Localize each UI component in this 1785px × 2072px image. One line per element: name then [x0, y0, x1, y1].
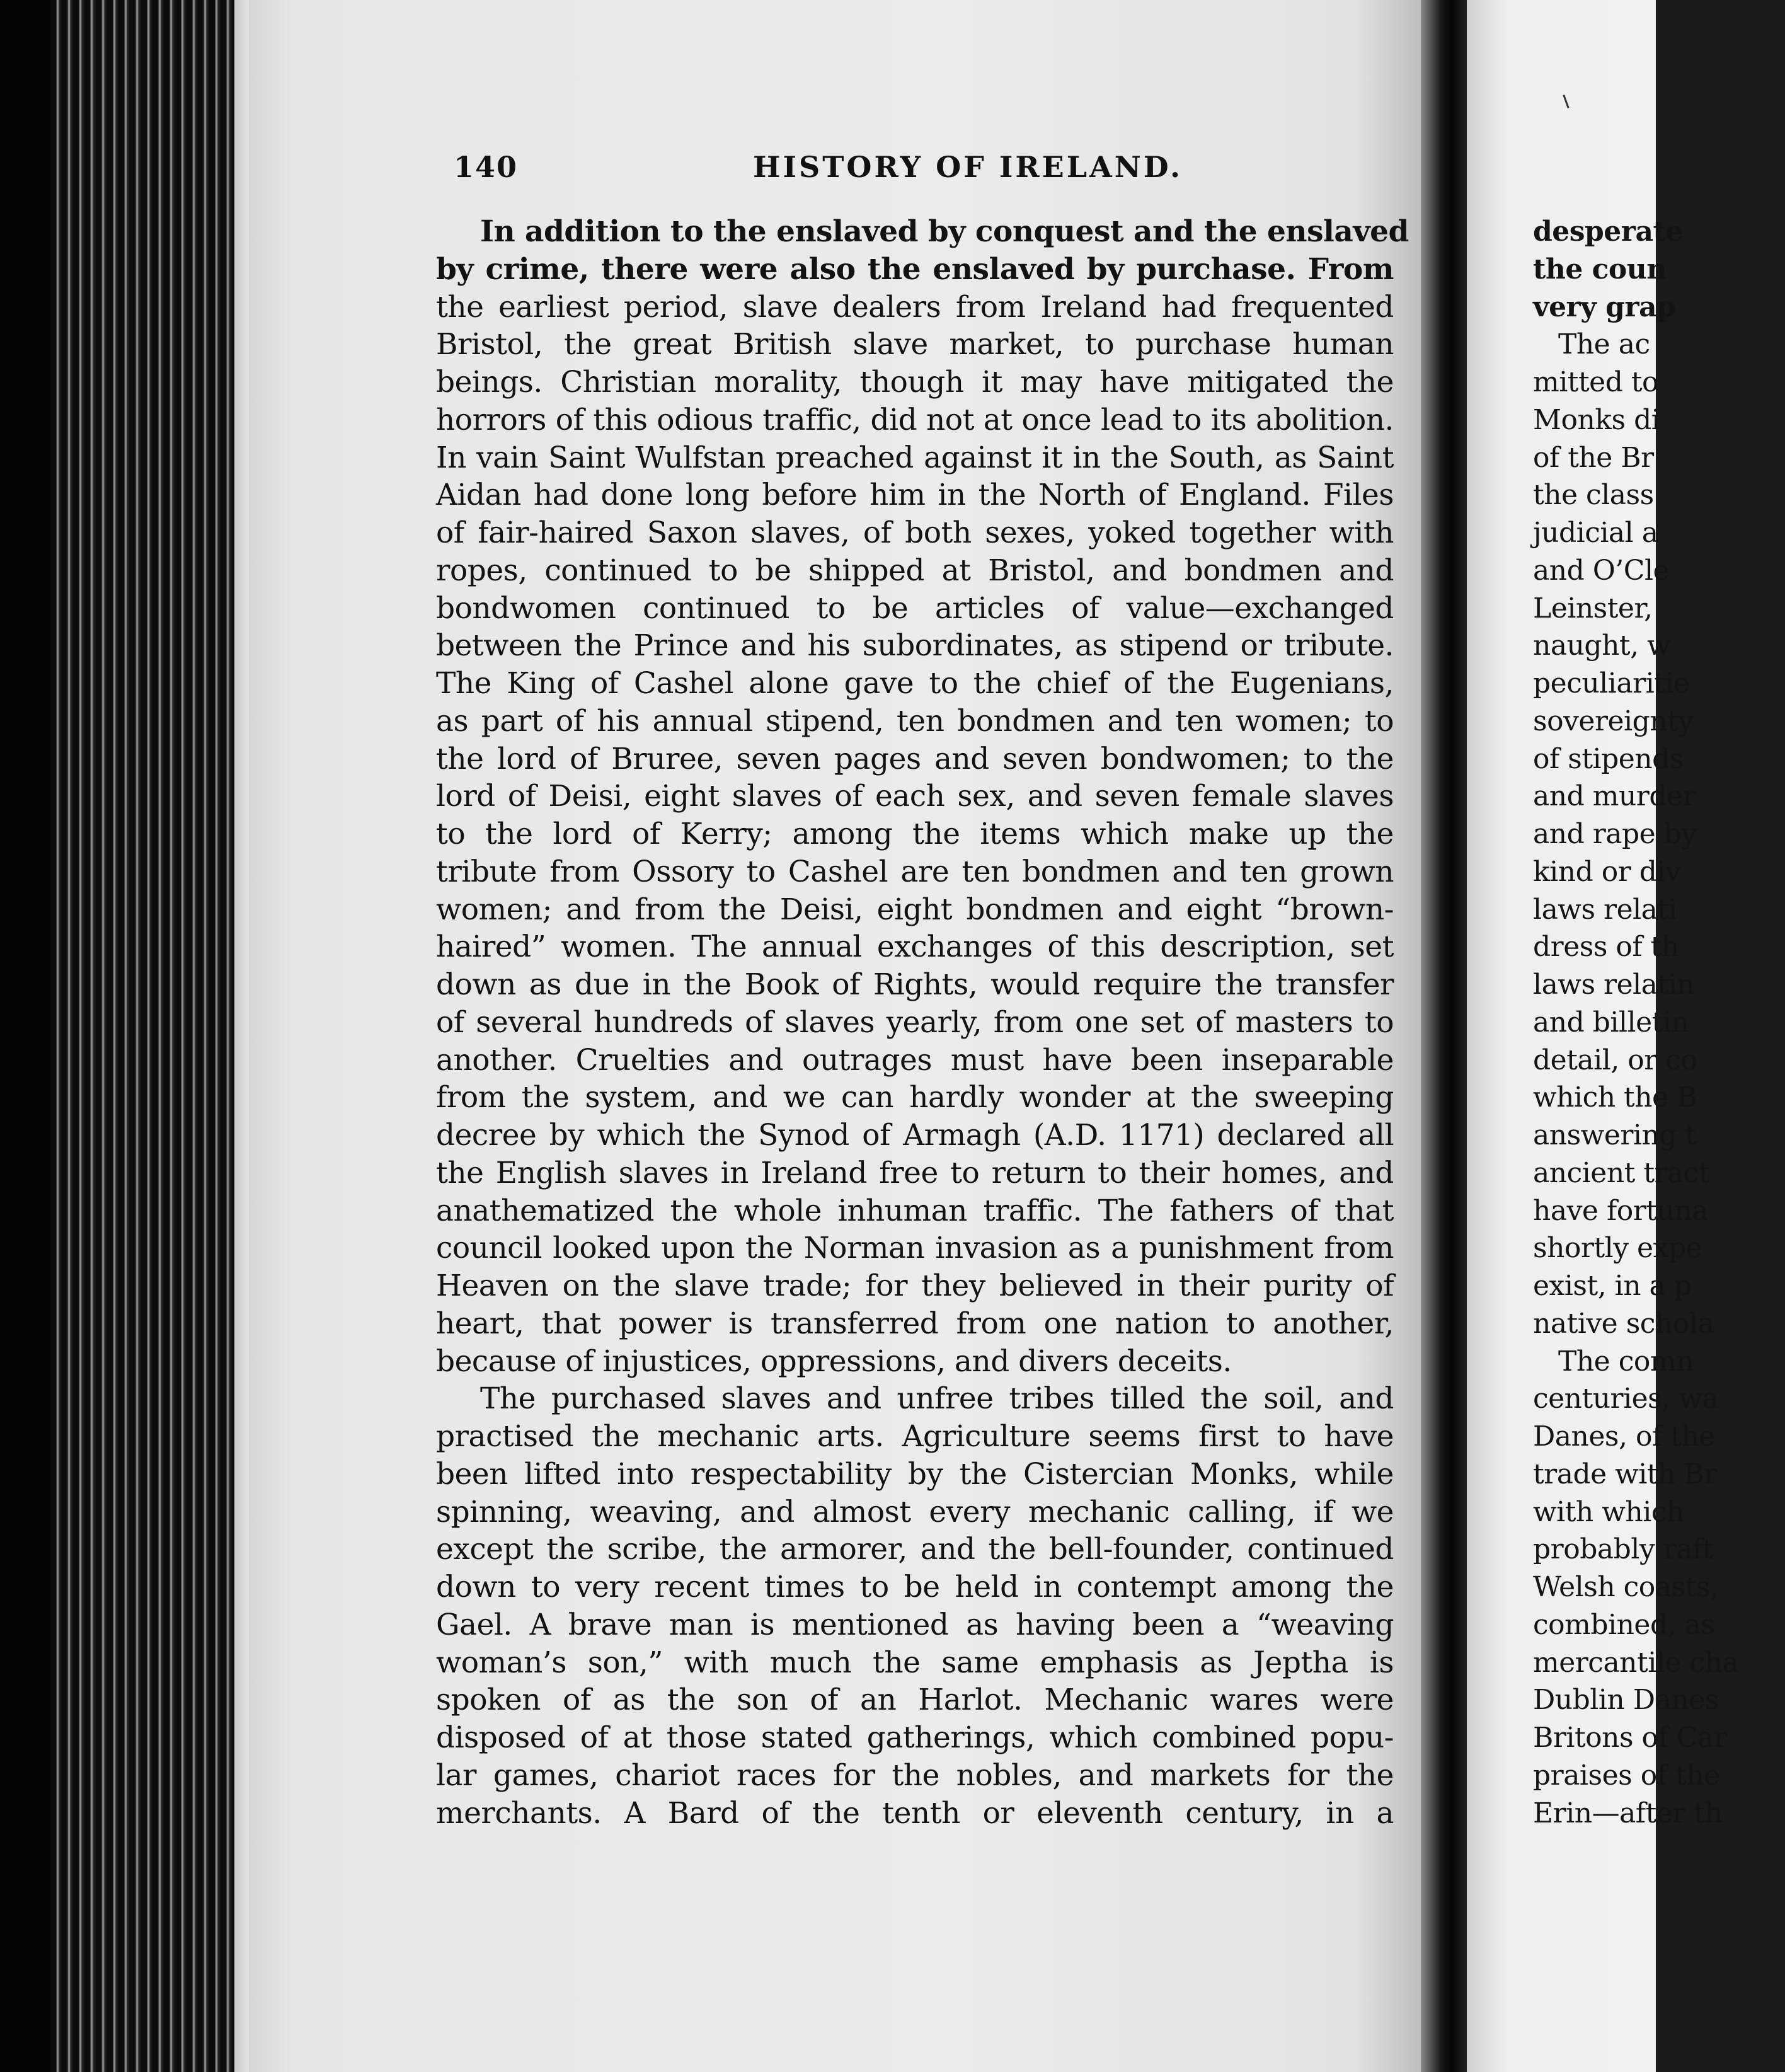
text-line: Gael. A brave man is mentioned as having been a “weaving: [436, 1607, 1394, 1642]
text-line: between the Prince and his subordinates, as stipend or tribute.: [436, 628, 1394, 664]
text-line: the English slaves in Ireland free to return to their homes, and: [436, 1155, 1394, 1190]
text-line: spoken of as the son of an Harlot. Mechanic wares were: [436, 1683, 1394, 1718]
text-line: because of injustices, oppressions, and divers deceits.: [436, 1344, 1232, 1379]
text-line: Britons of Car: [1533, 1722, 1727, 1754]
text-line: trade with Br: [1533, 1458, 1717, 1490]
text-line: to the lord of Kerry; among the items which make up the: [436, 817, 1394, 851]
text-line: In addition to the enslaved by conquest and the enslaved: [480, 214, 1409, 249]
text-line: of several hundreds of slaves yearly, from one set of masters to: [436, 1004, 1394, 1040]
text-line: of stipends: [1533, 742, 1684, 775]
text-line: by crime, there were also the enslaved by purchase. From: [436, 251, 1394, 287]
text-line: as part of his annual stipend, ten bondmen and ten women; to: [436, 703, 1394, 739]
text-line: desperate: [1533, 216, 1683, 248]
text-line: Aidan had done long before him in the North of England. Files: [436, 478, 1394, 513]
text-line: have fortuna: [1533, 1194, 1708, 1227]
text-line: bondwomen continued to be articles of value—exchanged: [436, 590, 1394, 626]
text-line: council looked upon the Norman invasion as a punishment from: [436, 1231, 1394, 1266]
book-page-edges: [50, 0, 246, 2072]
text-line: Danes, of the: [1533, 1420, 1715, 1453]
text-line: the coun: [1533, 253, 1667, 285]
text-line: spinning, weaving, and almost every mechanic calling, if we: [436, 1494, 1394, 1529]
text-line: answering t: [1533, 1119, 1696, 1151]
text-line: women; and from the Deisi, eight bondmen and eight “brown-: [436, 892, 1394, 927]
text-line: beings. Christian morality, though it may have mitigated the: [436, 365, 1394, 400]
text-line: The King of Cashel alone gave to the chief of the Eugenians,: [436, 666, 1394, 701]
text-line: Welsh coasts,: [1533, 1571, 1719, 1603]
text-line: Erin—after th: [1533, 1797, 1723, 1829]
text-line: mercantile cha: [1533, 1646, 1739, 1679]
text-line: The ac: [1558, 328, 1650, 361]
text-line: of the Br: [1533, 441, 1654, 474]
text-line: The comn: [1558, 1345, 1694, 1378]
text-line: Heaven on the slave trade; for they believed in their purity of: [436, 1269, 1394, 1303]
text-line: centuries, wa: [1533, 1383, 1719, 1415]
text-line: haired” women. The annual exchanges of this description, set: [436, 930, 1394, 965]
text-line: probably raft: [1533, 1533, 1713, 1566]
text-line: horrors of this odious traffic, did not at once lead to its abolition.: [436, 402, 1394, 437]
text-line: and murder: [1533, 780, 1696, 813]
next-page: [1467, 0, 1739, 2072]
text-line: the earliest period, slave dealers from Ireland had frequented: [436, 289, 1394, 325]
text-line: and billetin: [1533, 1006, 1689, 1039]
text-line: decree by which the Synod of Armagh (A.D. 1171) declared all: [436, 1118, 1394, 1153]
text-line: down to very recent times to be held in contempt among the: [436, 1570, 1394, 1604]
text-line: ancient tract: [1533, 1156, 1710, 1189]
text-line: combined, as: [1533, 1608, 1715, 1641]
text-line: lar games, chariot races for the nobles, and markets for the: [436, 1758, 1394, 1793]
text-line: laws relatin: [1533, 969, 1695, 1001]
scan-border: [0, 0, 50, 2072]
text-line: praises of the: [1533, 1759, 1720, 1792]
text-line: exist, in a p: [1533, 1270, 1692, 1302]
text-line: another. Cruelties and outrages must have been inseparable: [436, 1042, 1394, 1078]
body-text: [436, 213, 1409, 1832]
text-line: Leinster,: [1533, 592, 1653, 624]
text-line: Monks di: [1533, 403, 1660, 436]
text-line: of fair-haired Saxon slaves, of both sexes, yoked together with: [436, 515, 1394, 550]
text-line: which the B: [1533, 1081, 1697, 1114]
text-line: native schola: [1533, 1307, 1714, 1340]
text-line: very grap: [1533, 291, 1676, 323]
text-line: and rape by: [1533, 818, 1697, 850]
text-line: merchants. A Bard of the tenth or eleventh century, in a: [436, 1795, 1394, 1831]
running-head: HISTORY OF IRELAND.: [753, 150, 1183, 184]
text-line: lord of Deisi, eight slaves of each sex, and seven female slaves: [436, 779, 1394, 814]
text-line: kind or div: [1533, 855, 1681, 888]
text-line: and O’Cle: [1533, 554, 1670, 587]
text-line: sovereignty: [1533, 705, 1694, 737]
text-line: Bristol, the great British slave market, to purchase human: [436, 327, 1394, 362]
text-line: judicial a: [1533, 517, 1658, 549]
text-line: woman’s son,” with much the same emphasis as Jeptha is: [436, 1645, 1394, 1680]
text-line: the lord of Bruree, seven pages and seven bondwomen; to the: [436, 741, 1394, 776]
text-line: detail, or co: [1533, 1044, 1697, 1076]
text-line: naught, w: [1533, 630, 1671, 662]
text-line: In vain Saint Wulfstan preached against it in the South, as Saint: [436, 440, 1394, 475]
text-line: dress of th: [1533, 931, 1679, 964]
text-line: from the system, and we can hardly wonder at the sweeping: [436, 1080, 1394, 1115]
text-line: Dublin Danes: [1533, 1684, 1719, 1717]
book-binding: [1421, 0, 1471, 2072]
text-line: practised the mechanic arts. Agriculture seems first to have: [436, 1419, 1394, 1454]
ink-mark: [1563, 95, 1569, 108]
text-line: heart, that power is transferred from one nation to another,: [436, 1306, 1394, 1341]
text-line: the class: [1533, 479, 1654, 512]
text-line: disposed of at those stated gatherings, which combined popu-: [436, 1720, 1394, 1755]
text-line: laws relati: [1533, 893, 1677, 926]
text-line: The purchased slaves and unfree tribes tilled the soil, and: [480, 1381, 1394, 1417]
text-line: tribute from Ossory to Cashel are ten bondmen and ten grown: [436, 854, 1394, 889]
text-line: except the scribe, the armorer, and the bell-founder, continued: [436, 1532, 1394, 1567]
text-line: ropes, continued to be shipped at Bristol, and bondmen and: [436, 553, 1394, 588]
text-line: shortly expe: [1533, 1232, 1702, 1265]
text-line: mitted to: [1533, 366, 1659, 398]
text-line: with which: [1533, 1495, 1684, 1528]
text-line: anathematized the whole inhuman traffic. The fathers of that: [436, 1193, 1394, 1228]
page-header: [454, 150, 1399, 194]
page-number: 140: [454, 150, 519, 184]
text-line: peculiaritie: [1533, 667, 1690, 699]
text-line: been lifted into respectability by the Cistercian Monks, while: [436, 1456, 1394, 1492]
next-page-text: [1533, 213, 1785, 1832]
text-line: down as due in the Book of Rights, would require the transfer: [436, 967, 1394, 1002]
